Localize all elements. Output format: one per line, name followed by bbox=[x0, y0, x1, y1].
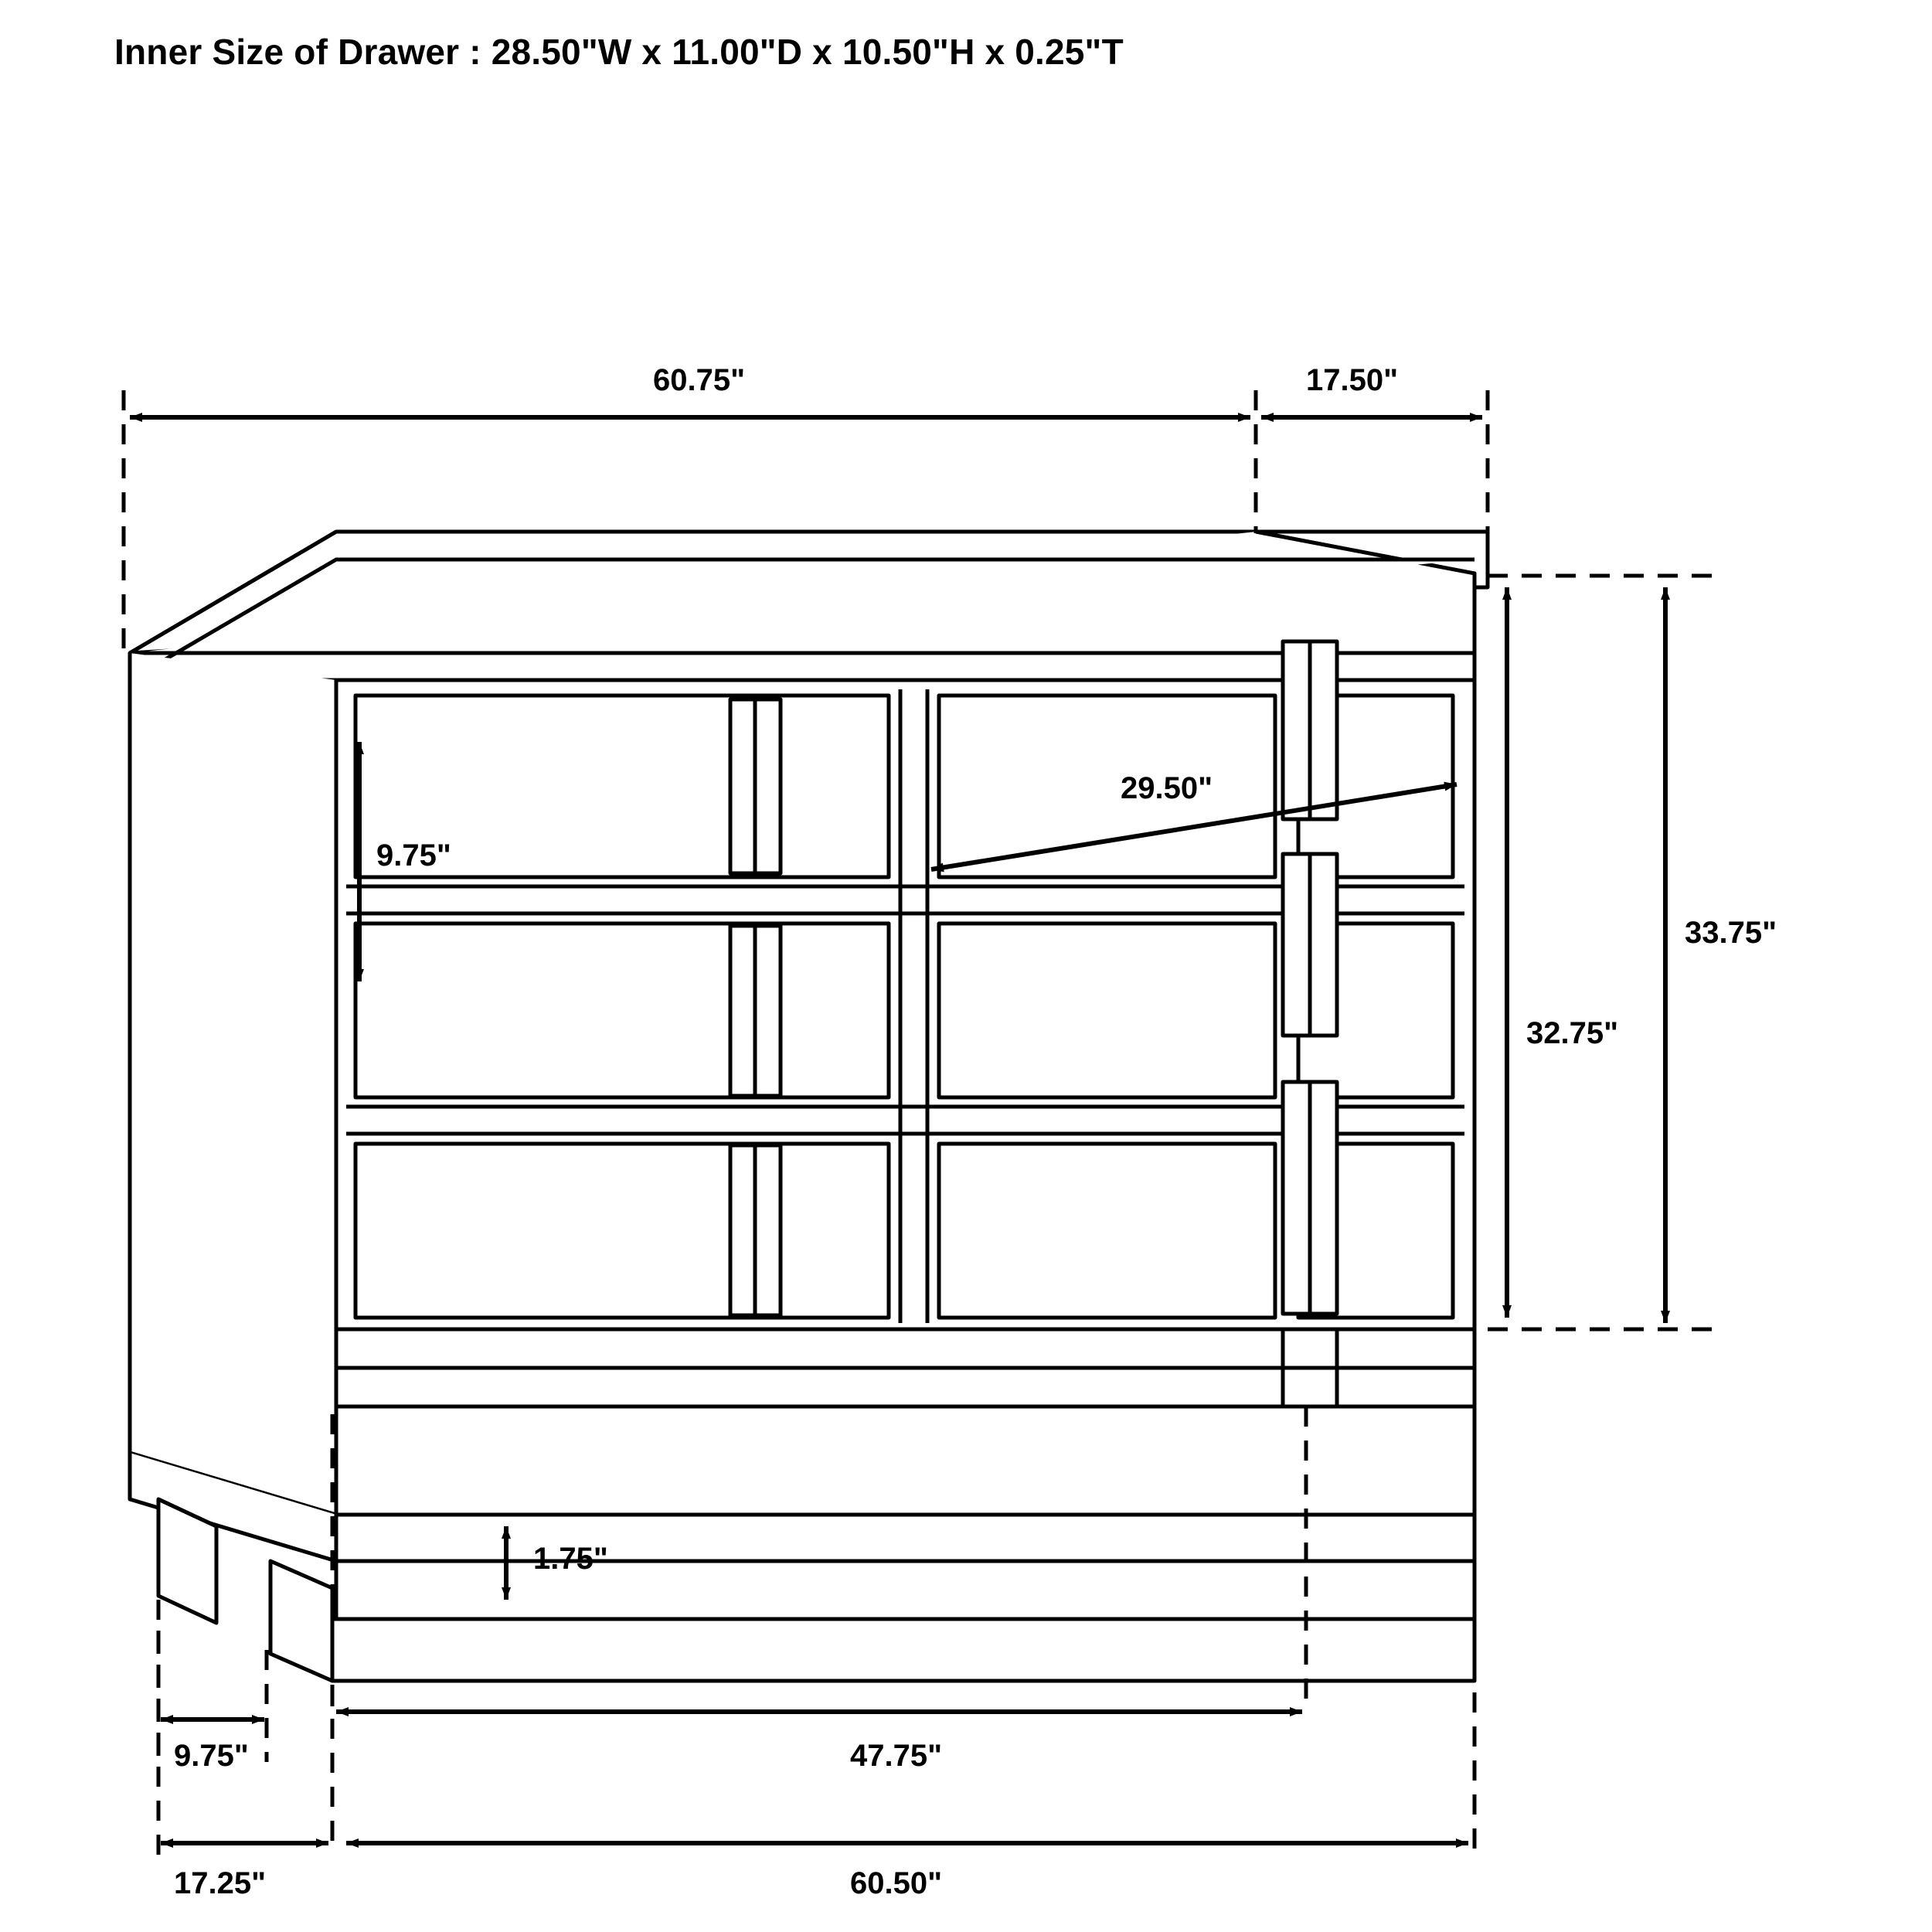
dim-label-leg-width: 9.75" bbox=[174, 1739, 249, 1773]
dim-label-top-width: 60.75" bbox=[653, 363, 746, 397]
dim-label-drawer-height: 9.75" bbox=[376, 838, 451, 872]
dim-label-base-width: 60.50" bbox=[850, 1866, 943, 1900]
dim-label-leg-height: 1.75" bbox=[533, 1542, 608, 1576]
dresser-body bbox=[130, 532, 1488, 1681]
dim-label-cabinet-height: 32.75" bbox=[1526, 1016, 1619, 1050]
page-title: Inner Size of Drawer : 28.50"W x 11.00"D x 10.50"H x 0.25"T bbox=[114, 32, 1124, 72]
dim-label-base-depth: 17.25" bbox=[174, 1866, 267, 1900]
dim-label-overall-height: 33.75" bbox=[1685, 916, 1777, 950]
dim-label-leg-span: 47.75" bbox=[850, 1739, 943, 1773]
dim-label-top-depth: 17.50" bbox=[1306, 363, 1399, 397]
dim-label-drawer-width: 29.50" bbox=[1121, 771, 1213, 805]
